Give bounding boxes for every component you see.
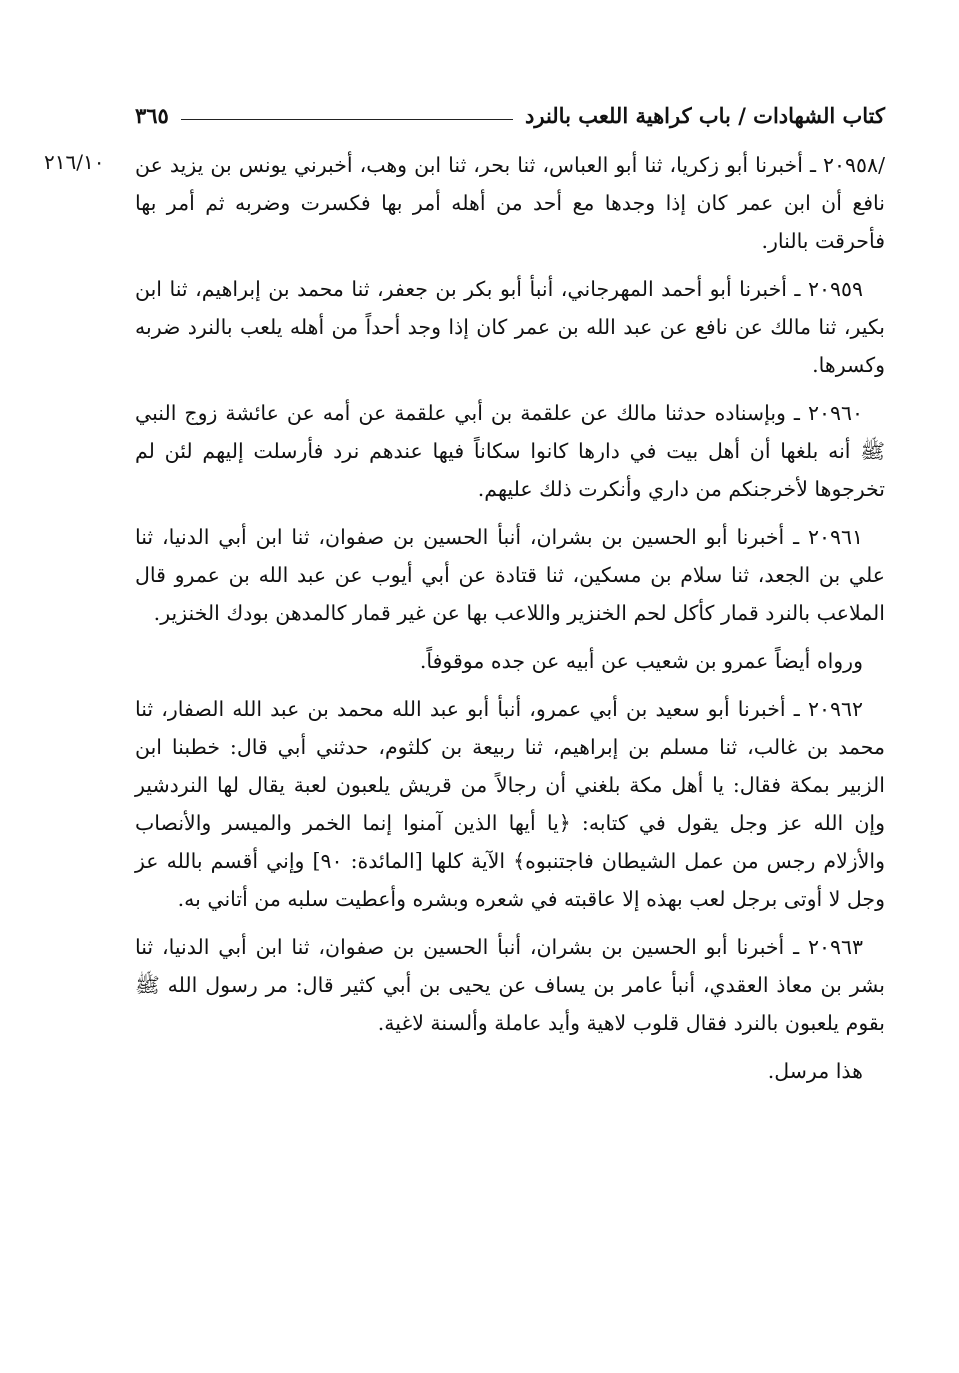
paragraph-20963: ٢٠٩٦٣ ـ أخبرنا أبو الحسين بن بشران، أنبأ الحسين بن صفوان، ثنا ابن أبي الدنيا، ثنا بشر بن معاذ العقدي، أنبأ عامر بن يساف عن يحيى بن أبي كثير قال: مر رسول الله ﷺ بقوم يلعبون بالنرد فقال قلوب لاهية وأيد عاملة وألسنة لاغية. (135, 935, 885, 1035)
header-rule (181, 119, 513, 120)
body-text (135, 146, 885, 1100)
header-title: كتاب الشهادات / باب كراهية اللعب بالنرد (525, 103, 885, 128)
paragraph-note-1: ورواه أيضاً عمرو بن شعيب عن أبيه عن جده موقوفاً. (419, 649, 863, 673)
paragraph-note-2: هذا مرسل. (767, 1059, 863, 1083)
running-header (135, 92, 885, 128)
paragraph-20961: ٢٠٩٦١ ـ أخبرنا أبو الحسين بن بشران، أنبأ الحسين بن صفوان، ثنا ابن أبي الدنيا، ثنا علي بن الجعد، ثنا سلام بن مسكين، ثنا قتادة عن أبي أيوب عن عبد الله بن عمرو قال الملاعب بالنرد قمار كأكل لحم الخنزير واللاعب بها عن غير قمار كالمدهن بودك الخنزير. (135, 525, 885, 625)
margin-reference: ٢١٦/١٠ (44, 150, 105, 174)
paragraph-20962: ٢٠٩٦٢ ـ أخبرنا أبو سعيد بن أبي عمرو، أنبأ أبو عبد الله محمد بن عبد الله الصفار، ثنا محمد بن غالب، ثنا مسلم بن إبراهيم، ثنا ربيعة بن كلثوم، حدثني أبي قال: خطبنا ابن الزبير بمكة فقال: يا أهل مكة بلغني أن رجالاً من قريش يلعبون لعبة يقال لها النردشير وإن الله عز وجل يقول في كتابه: ﴿يا أيها الذين آمنوا إنما الخمر والميسر والأنصاب والأزلام رجس من عمل الشيطان فاجتنبوه﴾ الآية كلها [المائدة: ٩٠] وإني أقسم بالله عز وجل لا أوتى برجل لعب بهذه إلا عاقبته في شعره وبشره وأعطيت سلبه من أتاني به. (135, 697, 885, 911)
paragraph-20960: ٢٠٩٦٠ ـ وبإسناده حدثنا مالك عن علقمة بن أبي علقمة عن أمه عن عائشة زوج النبي ﷺ أنه بلغها أن أهل بيت في دارها كانوا سكاناً فيها عندهم نرد فأرسلت إليهم لئن لم تخرجوها لأخرجنكم من داري وأنكرت ذلك عليهم. (135, 401, 885, 501)
paragraph-20958: /٢٠٩٥٨ ـ أخبرنا أبو زكريا، ثنا أبو العباس، ثنا بحر، ثنا ابن وهب، أخبرني يونس بن يزيد عن نافع أن ابن عمر كان إذا وجدها مع أحد من أهله أمر بها فكسرت وضربه ثم أمر بها فأحرقت بالنار. (135, 153, 885, 253)
paragraph-20959: ٢٠٩٥٩ ـ أخبرنا أبو أحمد المهرجاني، أنبأ أبو بكر بن جعفر، ثنا محمد بن إبراهيم، ثنا ابن بكير، ثنا مالك عن نافع عن عبد الله بن عمر كان إذا وجد أحداً من أهله يلعب بالنرد ضربه وكسرها. (135, 277, 885, 377)
page-number: ٣٦٥ (135, 103, 169, 128)
